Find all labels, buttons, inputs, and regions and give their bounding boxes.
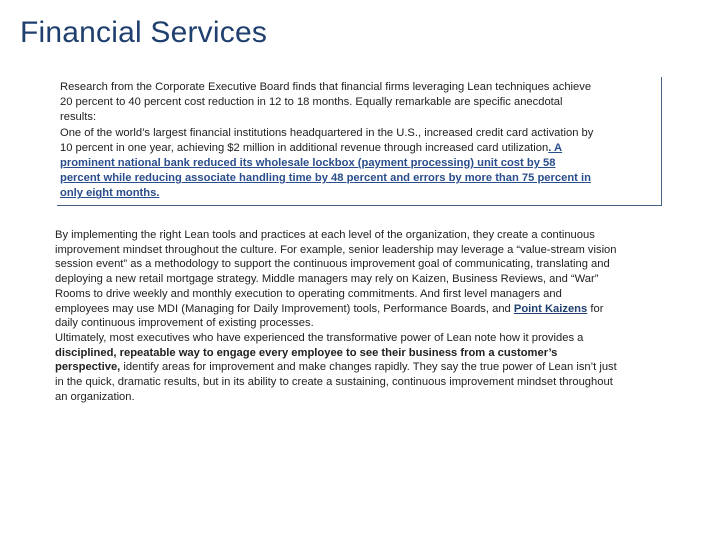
- box-text-line: One of the world’s largest financial institutions headquartered in the U.S., increased credit card activation by: [60, 126, 594, 139]
- box-text-line: 20 percent to 40 percent cost reduction in 12 to 18 months. Equally remarkable are specific anecdotal: [60, 96, 563, 109]
- body-line: an organization.: [55, 390, 135, 403]
- bank-example-link[interactable]: prominent national bank reduced its wholesale lockbox (payment processing) unit cost by 58: [60, 157, 556, 170]
- box-text-line: Research from the Corporate Executive Board finds that financial firms leveraging Lean techniques achieve: [60, 81, 592, 93]
- box-text-line: [60, 141, 661, 156]
- body-text-run: identify areas for improvement and make changes rapidly. They say the true power of Lean isn’t just: [120, 361, 617, 374]
- body-text-run: for: [587, 302, 604, 315]
- body-line: [55, 346, 665, 361]
- body-line: Ultimately, most executives who have experienced the transformative power of Lean note how it provides a: [55, 331, 584, 344]
- body-line: [55, 360, 665, 375]
- body-line: session event” as a methodology to support the continuous improvement goal of communicating, translating and: [55, 258, 610, 271]
- body-line: [55, 302, 665, 317]
- bank-example-link[interactable]: only eight months.: [60, 187, 160, 200]
- body-text-run: employees may use MDI (Managing for Daily Improvement) tools, Performance Boards, and: [55, 302, 514, 315]
- body-line: improvement mindset throughout the culture. For example, senior leadership may leverage a “value-stream vision: [55, 243, 617, 256]
- slide-title: Financial Services: [20, 16, 268, 49]
- body-line: deploying a new retail mortgage strategy. Middle managers may rely on Kaizen, Business Reviews, and “War”: [55, 273, 599, 286]
- body-line: By implementing the right Lean tools and practices at each level of the organization, they create a continuous: [55, 229, 595, 241]
- box-text-plain: 10 percent in one year, achieving $2 million in additional revenue through increased card utilization: [60, 141, 549, 154]
- body-bold-text: perspective,: [55, 361, 121, 374]
- body-bold-text: disciplined, repeatable way to engage every employee to see their business from a customer’s: [55, 346, 558, 359]
- box-text-line: results:: [60, 111, 97, 124]
- body-line: daily continuous improvement of existing processes.: [55, 317, 314, 330]
- body-line: in the quick, dramatic results, but in its ability to create a sustaining, continuous improvement mindset throughout: [55, 376, 613, 389]
- bank-example-link[interactable]: percent while reducing associate handling time by 48 percent and errors by more than 75 percent in: [60, 172, 591, 185]
- bank-example-link[interactable]: . A: [548, 141, 563, 154]
- body-line: Rooms to drive weekly and monthly execution to operating commitments. And first level managers and: [55, 287, 562, 300]
- point-kaizens-link[interactable]: Point Kaizens: [513, 302, 588, 315]
- research-highlight-box: [57, 77, 662, 206]
- body-text: [55, 228, 665, 404]
